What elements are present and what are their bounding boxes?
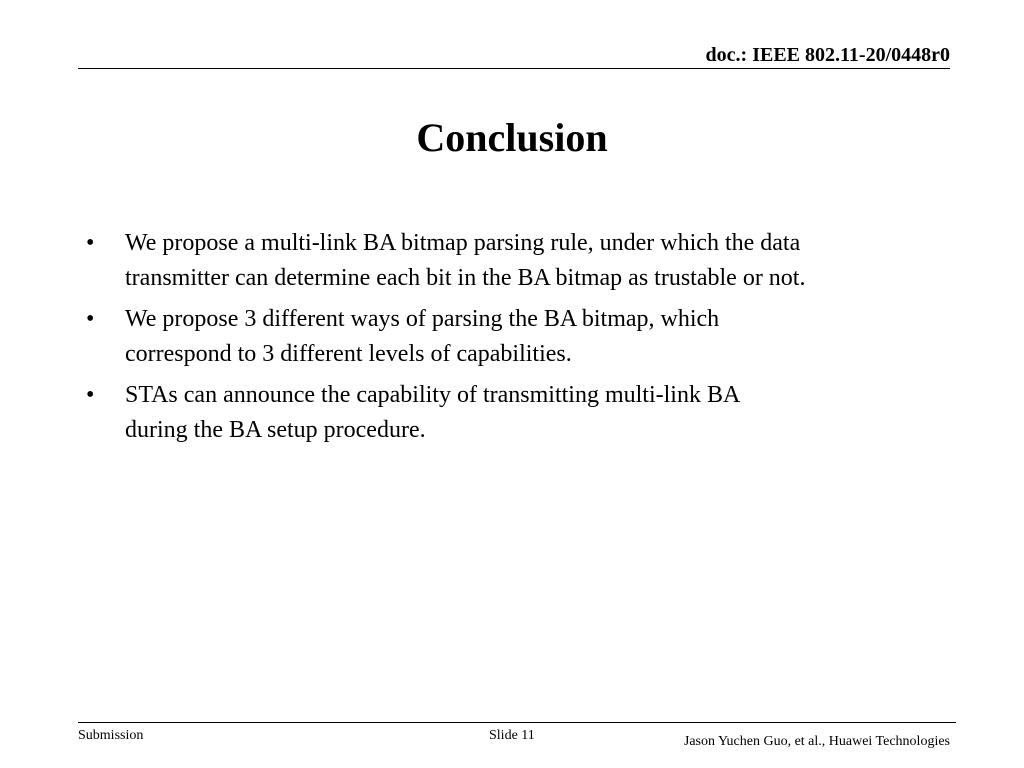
footer-divider xyxy=(78,722,956,723)
footer-submission-label: Submission xyxy=(78,728,144,743)
header-divider xyxy=(78,68,950,69)
slide-title: Conclusion xyxy=(416,115,608,160)
document-id: doc.: IEEE 802.11-20/0448r0 xyxy=(705,44,950,66)
bullet-text-line: We propose 3 different ways of parsing the BA bitmap, which xyxy=(125,306,720,332)
bullet-text-line: We propose a multi-link BA bitmap parsing rule, under which the data xyxy=(125,230,801,256)
bullet-item xyxy=(82,226,962,296)
bullet-text-line: during the BA setup procedure. xyxy=(125,417,426,443)
bullet-text-line: STAs can announce the capability of transmitting multi-link BA xyxy=(125,382,741,408)
bullet-item xyxy=(82,302,962,372)
footer-slide-number: Slide 11 xyxy=(489,728,535,743)
bullet-dot-icon: • xyxy=(86,382,95,408)
bullet-dot-icon: • xyxy=(86,230,95,256)
bullet-list xyxy=(82,226,962,454)
bullet-dot-icon: • xyxy=(86,306,95,332)
bullet-item xyxy=(82,378,962,448)
bullet-text-line: transmitter can determine each bit in the BA bitmap as trustable or not. xyxy=(125,265,806,291)
bullet-text-line: correspond to 3 different levels of capabilities. xyxy=(125,341,572,367)
footer-authors: Jason Yuchen Guo, et al., Huawei Technologies xyxy=(683,734,950,749)
